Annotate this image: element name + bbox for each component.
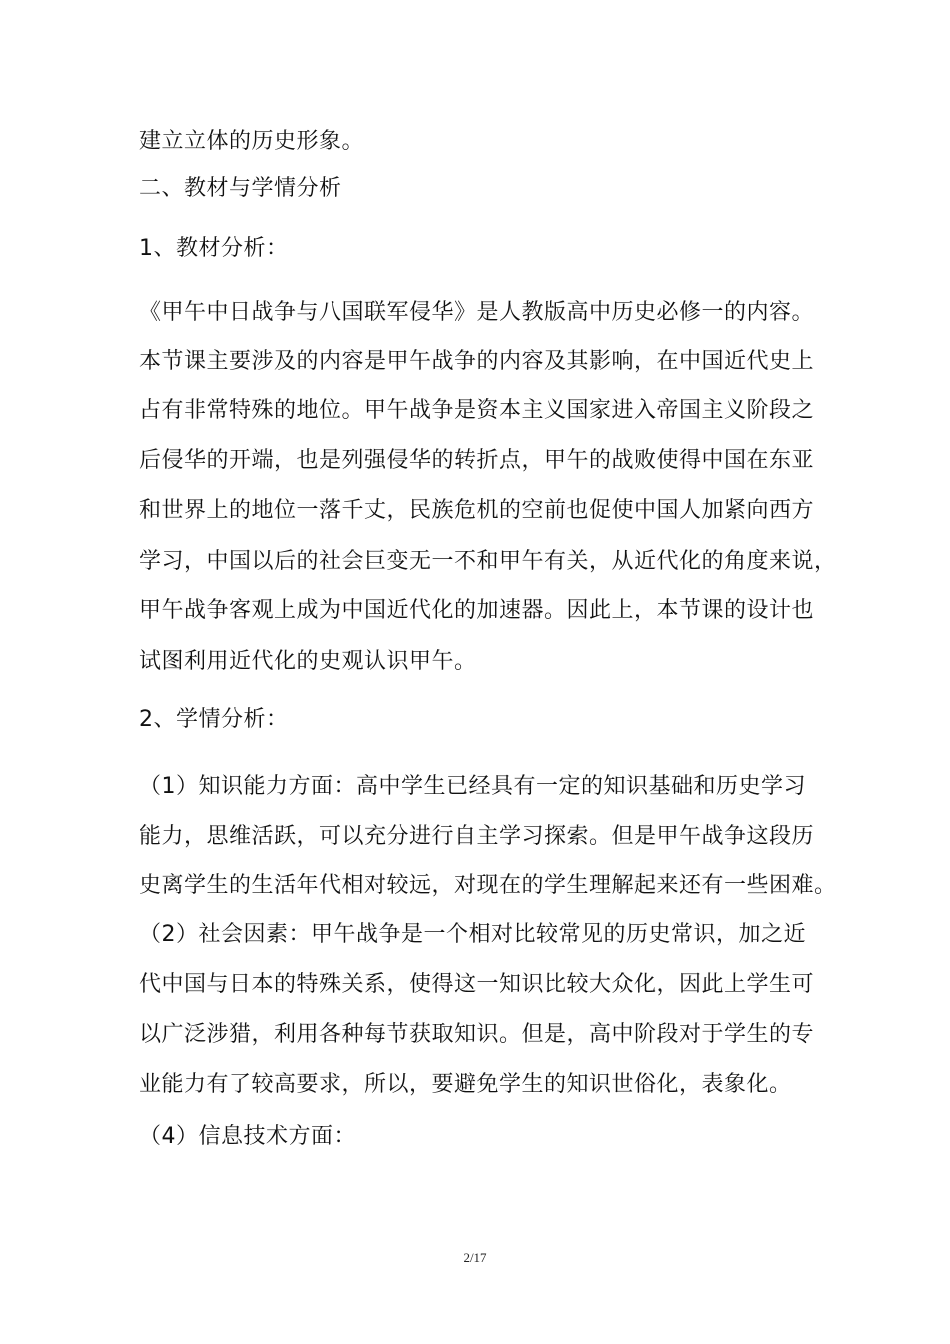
text-line: 甲午战争客观上成为中国近代化的加速器。因此上，本节课的设计也 [139,598,815,623]
text-line: （2）社会因素：甲午战争是一个相对比较常见的历史常识，加之近 [139,922,806,947]
text-line: 后侵华的开端，也是列强侵华的转折点，甲午的战败使得中国在东亚 [139,448,815,473]
text-line: 代中国与日本的特殊关系，使得这一知识比较大众化，因此上学生可 [139,972,815,997]
text-line: 《甲午中日战争与八国联军侵华》是人教版高中历史必修一的内容。 [139,300,815,325]
subsection-heading: 1、教材分析： [139,236,289,261]
text-line: 试图利用近代化的史观认识甲午。 [139,649,477,674]
text-line: 史离学生的生活年代相对较远，对现在的学生理解起来还有一些困难。 [139,873,837,898]
subsection-heading: 2、学情分析： [139,707,289,732]
text-line: 以广泛涉猎，利用各种每节获取知识。但是，高中阶段对于学生的专 [139,1022,815,1047]
text-line: 本节课主要涉及的内容是甲午战争的内容及其影响，在中国近代史上 [139,349,815,374]
page-number: 2/17 [463,1250,487,1265]
text-line: 建立立体的历史形象。 [139,129,365,154]
text-line: 占有非常特殊的地位。甲午战争是资本主义国家进入帝国主义阶段之 [139,398,815,423]
section-heading: 二、教材与学情分析 [139,176,342,201]
text-line: 业能力有了较高要求，所以，要避免学生的知识世俗化，表象化。 [139,1072,792,1097]
text-line: 能力，思维活跃，可以充分进行自主学习探索。但是甲午战争这段历 [139,824,815,849]
text-line: 学习，中国以后的社会巨变无一不和甲午有关，从近代化的角度来说， [139,549,837,574]
text-line: （4）信息技术方面： [139,1124,356,1149]
text-line: 和世界上的地位一落千丈，民族危机的空前也促使中国人加紧向西方 [139,498,815,523]
text-line: （1）知识能力方面：高中学生已经具有一定的知识基础和历史学习 [139,774,806,799]
